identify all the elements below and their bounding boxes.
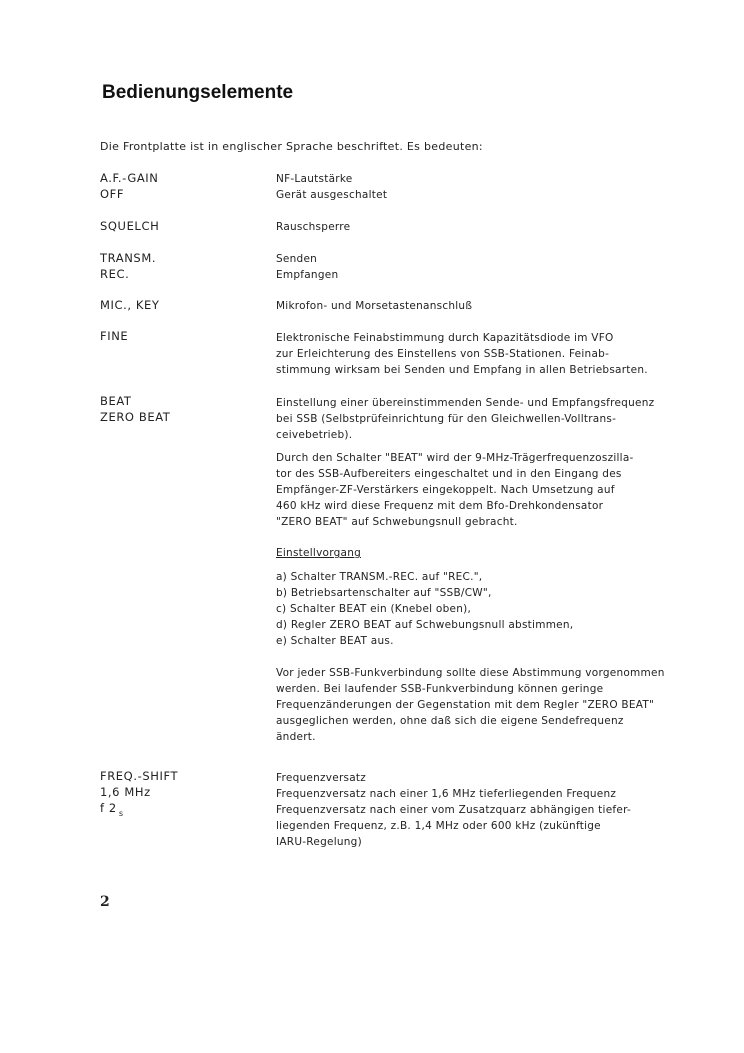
desc-squelch <box>276 219 696 235</box>
desc-line: Rauschsperre <box>276 221 351 233</box>
page-title: Bedienungselemente <box>102 82 294 103</box>
desc-beat-p3 <box>276 665 696 745</box>
desc-line: Frequenzversatz nach einer 1,6 MHz tieferliegenden Frequenz <box>276 788 617 800</box>
desc-line: bei SSB (Selbstprüfeinrichtung für den Gleichwellen-Volltrans- <box>276 413 617 425</box>
desc-line: 460 kHz wird diese Frequenz mit dem Bfo-Drehkondensator <box>276 500 604 512</box>
desc-line: Mikrofon- und Morsetastenanschluß <box>276 300 473 312</box>
desc-line: zur Erleichterung des Einstellens von SSB-Stationen. Feinab- <box>276 348 610 360</box>
desc-line: Gerät ausgeschaltet <box>276 189 388 201</box>
desc-beat-p2 <box>276 450 696 530</box>
term-squelch <box>100 218 159 234</box>
intro-text: Die Frontplatte ist in englischer Sprache beschriftet. Es bedeuten: <box>100 140 483 153</box>
desc-line: "ZERO BEAT" auf Schwebungsnull gebracht. <box>276 516 518 528</box>
term-line: BEAT <box>100 394 132 408</box>
procedure-step: c) Schalter BEAT ein (Knebel oben), <box>276 603 472 615</box>
desc-fine <box>276 330 696 378</box>
term-line: A.F.-GAIN <box>100 171 159 185</box>
term-line: MIC., KEY <box>100 298 160 312</box>
desc-line: Frequenzversatz <box>276 772 367 784</box>
desc-freq-shift <box>276 770 696 850</box>
term-line: FINE <box>100 329 129 343</box>
desc-transm <box>276 251 696 283</box>
desc-line: Senden <box>276 253 318 265</box>
desc-line: ceivebetrieb). <box>276 429 353 441</box>
desc-line: Frequenzversatz nach einer vom Zusatzquarz abhängigen tiefer- <box>276 804 632 816</box>
procedure-heading <box>276 545 696 561</box>
term-fs: f 2 <box>100 801 117 815</box>
desc-line: werden. Bei laufender SSB-Funkverbindung können geringe <box>276 683 604 695</box>
term-transm <box>100 250 156 282</box>
procedure-step: d) Regler ZERO BEAT auf Schwebungsnull abstimmen, <box>276 619 574 631</box>
desc-line: IARU-Regelung) <box>276 836 362 848</box>
procedure-step: b) Betriebsartenschalter auf "SSB/CW", <box>276 587 492 599</box>
procedure-heading-text: Einstellvorgang <box>276 547 362 559</box>
desc-line: liegenden Frequenz, z.B. 1,4 MHz oder 600 kHz (zukünftige <box>276 820 601 832</box>
desc-af-gain <box>276 171 696 203</box>
term-beat <box>100 393 170 425</box>
desc-line: Durch den Schalter "BEAT" wird der 9-MHz-Trägerfrequenzoszilla- <box>276 452 634 464</box>
term-line: TRANSM. <box>100 251 157 265</box>
desc-line: Einstellung einer übereinstimmenden Sende- und Empfangsfrequenz <box>276 397 655 409</box>
desc-line: ausgeglichen werden, ohne daß sich die eigene Sendefrequenz <box>276 715 624 727</box>
term-mic-key <box>100 297 160 313</box>
term-freq-shift <box>100 768 178 818</box>
desc-mic-key <box>276 298 696 314</box>
term-line: REC. <box>100 267 130 281</box>
desc-line: stimmung wirksam bei Senden und Empfang in allen Betriebsarten. <box>276 364 648 376</box>
term-line: FREQ.-SHIFT <box>100 769 179 783</box>
desc-line: Empfänger-ZF-Verstärkers eingekoppelt. Nach Umsetzung auf <box>276 484 615 496</box>
desc-line: Empfangen <box>276 269 339 281</box>
procedure-steps <box>276 569 696 649</box>
desc-line: Elektronische Feinabstimmung durch Kapazitätsdiode im VFO <box>276 332 614 344</box>
term-fine <box>100 328 128 344</box>
term-line: SQUELCH <box>100 219 160 233</box>
desc-line: Frequenzänderungen der Gegenstation mit dem Regler "ZERO BEAT" <box>276 699 655 711</box>
procedure-step: e) Schalter BEAT aus. <box>276 635 394 647</box>
term-line <box>100 800 178 818</box>
term-line: OFF <box>100 187 125 201</box>
page-number: 2 <box>100 894 110 910</box>
desc-line: ändert. <box>276 731 316 743</box>
desc-line: NF-Lautstärke <box>276 173 353 185</box>
term-line: 1,6 MHz <box>100 785 151 799</box>
term-line: ZERO BEAT <box>100 410 171 424</box>
term-fs-subscript: s <box>118 809 124 818</box>
desc-beat-p1 <box>276 395 696 443</box>
desc-line: tor des SSB-Aufbereiters eingeschaltet und in den Eingang des <box>276 468 622 480</box>
procedure-step: a) Schalter TRANSM.-REC. auf "REC.", <box>276 571 483 583</box>
desc-line: Vor jeder SSB-Funkverbindung sollte diese Abstimmung vorgenommen <box>276 667 665 679</box>
term-af-gain <box>100 170 159 202</box>
